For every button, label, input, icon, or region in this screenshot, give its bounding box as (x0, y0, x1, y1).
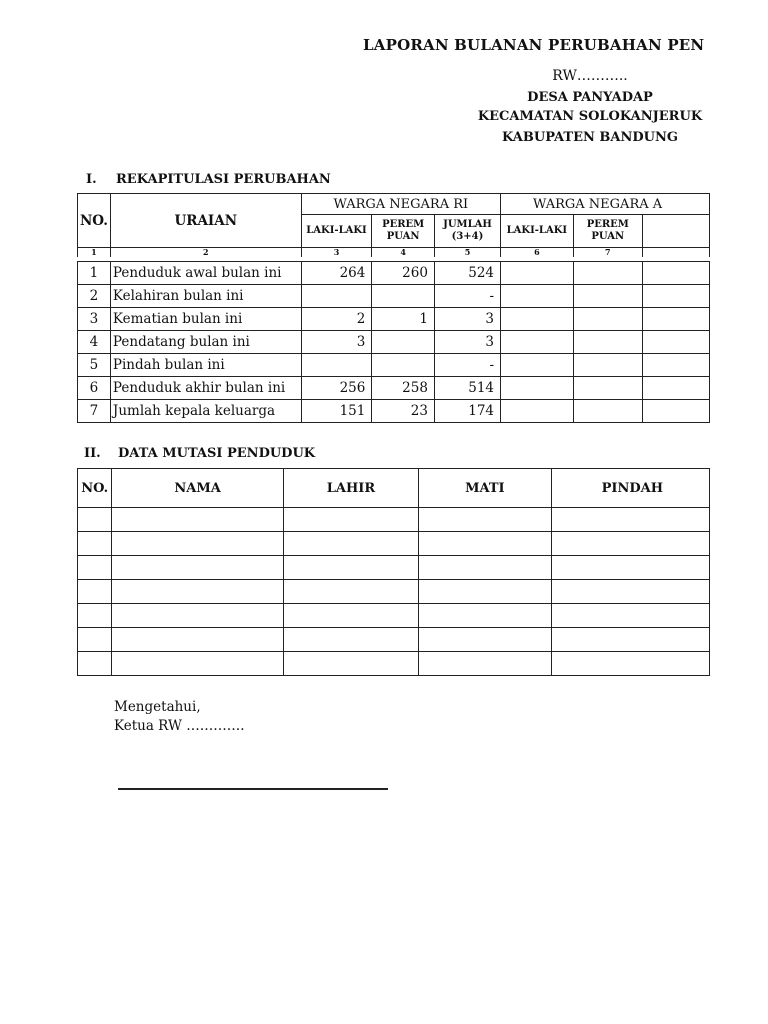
empty-cell (78, 556, 112, 580)
desa-line: DESA PANYADAP (527, 90, 653, 105)
cell-extra (642, 377, 709, 400)
group-asing-header: WARGA NEGARA A (501, 194, 710, 215)
cell-perempuan-b (573, 262, 642, 285)
table-row (78, 628, 710, 652)
kecamatan-line: KECAMATAN SOLOKANJERUK (477, 109, 703, 124)
table2-body (78, 508, 710, 676)
table-row (78, 556, 710, 580)
cell-laki-b (501, 308, 574, 331)
empty-cell (78, 652, 112, 676)
empty-cell (78, 604, 112, 628)
ketua-rw-label: Ketua RW …………. (114, 718, 245, 734)
mutasi-col-pindah: PINDAH (551, 469, 709, 508)
group-ri-header: WARGA NEGARA RI (301, 194, 500, 215)
jumlah-header-l2: (3+4) (451, 231, 484, 242)
table2-header-row (78, 469, 710, 508)
perempuan-b-header-l1: PEREM (586, 219, 629, 230)
cell-uraian: Pindah bulan ini (110, 354, 301, 377)
mutasi-col-lahir: LAHIR (283, 469, 418, 508)
section1-heading (86, 172, 331, 187)
table-row (78, 532, 710, 556)
cell-laki: 2 (301, 308, 372, 331)
empty-cell (551, 556, 709, 580)
empty-cell (283, 556, 418, 580)
table-row (78, 604, 710, 628)
cell-perempuan: 258 (372, 377, 435, 400)
section1-number: I. (86, 172, 97, 187)
table-row (78, 285, 710, 308)
perempuan-b-header (573, 215, 642, 248)
jumlah-header-l1: JUMLAH (443, 219, 492, 230)
rekapitulasi-table (77, 193, 710, 423)
empty-cell (78, 580, 112, 604)
colnum: 6 (501, 248, 574, 258)
mutasi-col-no: NO. (78, 469, 112, 508)
colnum: 2 (110, 248, 301, 258)
table-row (78, 400, 710, 423)
empty-cell (112, 532, 283, 556)
colnum: 7 (573, 248, 642, 258)
column-number-row (78, 248, 710, 258)
cell-perempuan-b (573, 354, 642, 377)
cell-jumlah: 174 (434, 400, 500, 423)
section2-number: II. (84, 446, 101, 461)
table-row (78, 262, 710, 285)
kabupaten-line: KABUPATEN BANDUNG (502, 130, 678, 145)
cell-extra (642, 285, 709, 308)
cell-laki-b (501, 400, 574, 423)
cell-laki: 264 (301, 262, 372, 285)
mutasi-col-nama: NAMA (112, 469, 283, 508)
empty-cell (283, 508, 418, 532)
mengetahui-label: Mengetahui, (114, 699, 201, 715)
empty-cell (283, 580, 418, 604)
section2-title: DATA MUTASI PENDUDUK (118, 446, 316, 461)
cell-extra (642, 262, 709, 285)
colnum (642, 248, 709, 258)
empty-cell (419, 508, 552, 532)
cell-extra (642, 331, 709, 354)
laki-b-header: LAKI-LAKI (501, 215, 574, 248)
cell-laki: 256 (301, 377, 372, 400)
cell-jumlah: 3 (434, 331, 500, 354)
empty-cell (112, 604, 283, 628)
perempuan-header-l2: PUAN (386, 231, 420, 242)
colnum: 3 (301, 248, 372, 258)
cell-perempuan-b (573, 285, 642, 308)
empty-cell (419, 628, 552, 652)
cell-perempuan (372, 331, 435, 354)
cell-laki-b (501, 331, 574, 354)
cell-perempuan-b (573, 308, 642, 331)
cell-uraian: Kematian bulan ini (110, 308, 301, 331)
col-no-header: NO. (78, 194, 111, 248)
cell-no: 2 (78, 285, 111, 308)
perempuan-b-header-l2: PUAN (591, 231, 625, 242)
empty-cell (283, 652, 418, 676)
laki-header: LAKI-LAKI (301, 215, 372, 248)
empty-cell (419, 604, 552, 628)
cell-laki-b (501, 354, 574, 377)
cell-uraian: Pendatang bulan ini (110, 331, 301, 354)
empty-cell (78, 508, 112, 532)
table1-header-row (78, 194, 710, 215)
table-row (78, 331, 710, 354)
cell-jumlah: - (434, 354, 500, 377)
table1-body (78, 257, 710, 423)
table-row (78, 580, 710, 604)
colnum: 5 (434, 248, 500, 258)
cell-perempuan (372, 354, 435, 377)
empty-cell (112, 556, 283, 580)
cell-jumlah: 514 (434, 377, 500, 400)
empty-cell (283, 532, 418, 556)
cell-laki: 3 (301, 331, 372, 354)
empty-cell (78, 628, 112, 652)
empty-cell (112, 652, 283, 676)
section2-heading (84, 446, 315, 461)
empty-cell (551, 604, 709, 628)
cell-perempuan: 260 (372, 262, 435, 285)
cell-perempuan-b (573, 331, 642, 354)
empty-cell (112, 628, 283, 652)
jumlah-header (434, 215, 500, 248)
cell-uraian: Penduduk awal bulan ini (110, 262, 301, 285)
table-row (78, 377, 710, 400)
cell-uraian: Penduduk akhir bulan ini (110, 377, 301, 400)
col-uraian-header: URAIAN (110, 194, 301, 248)
cell-perempuan-b (573, 377, 642, 400)
cell-laki: 151 (301, 400, 372, 423)
cell-no: 7 (78, 400, 111, 423)
cell-extra (642, 354, 709, 377)
table-row (78, 308, 710, 331)
report-title: LAPORAN BULANAN PERUBAHAN PEN (363, 36, 705, 54)
table-row (78, 354, 710, 377)
empty-cell (419, 652, 552, 676)
table-row (78, 652, 710, 676)
table-row (78, 508, 710, 532)
mutasi-table (77, 468, 710, 676)
cell-laki-b (501, 262, 574, 285)
mutasi-col-mati: MATI (419, 469, 552, 508)
empty-cell (419, 556, 552, 580)
cell-uraian: Jumlah kepala keluarga (110, 400, 301, 423)
cell-perempuan (372, 285, 435, 308)
rw-line: RW……….. (552, 68, 628, 84)
perempuan-header (372, 215, 435, 248)
cell-extra (642, 308, 709, 331)
empty-cell (283, 628, 418, 652)
cell-perempuan: 1 (372, 308, 435, 331)
cell-extra (642, 400, 709, 423)
cell-no: 3 (78, 308, 111, 331)
cell-no: 1 (78, 262, 111, 285)
signature-line (118, 788, 388, 790)
cell-jumlah: 3 (434, 308, 500, 331)
empty-cell (419, 532, 552, 556)
empty-cell (112, 508, 283, 532)
cell-laki-b (501, 285, 574, 308)
empty-cell (78, 532, 112, 556)
cell-no: 4 (78, 331, 111, 354)
colnum: 1 (78, 248, 111, 258)
empty-cell (551, 508, 709, 532)
empty-cell (551, 532, 709, 556)
empty-cell (419, 580, 552, 604)
empty-cell (551, 580, 709, 604)
cell-no: 6 (78, 377, 111, 400)
cell-laki (301, 354, 372, 377)
cell-jumlah: 524 (434, 262, 500, 285)
extra-header (642, 215, 709, 248)
empty-cell (112, 580, 283, 604)
cell-laki-b (501, 377, 574, 400)
cell-no: 5 (78, 354, 111, 377)
cell-laki (301, 285, 372, 308)
cell-jumlah: - (434, 285, 500, 308)
perempuan-header-l1: PEREM (382, 219, 425, 230)
empty-cell (551, 628, 709, 652)
empty-cell (283, 604, 418, 628)
section1-title: REKAPITULASI PERUBAHAN (116, 172, 331, 187)
cell-perempuan-b (573, 400, 642, 423)
cell-uraian: Kelahiran bulan ini (110, 285, 301, 308)
cell-perempuan: 23 (372, 400, 435, 423)
empty-cell (551, 652, 709, 676)
colnum: 4 (372, 248, 435, 258)
